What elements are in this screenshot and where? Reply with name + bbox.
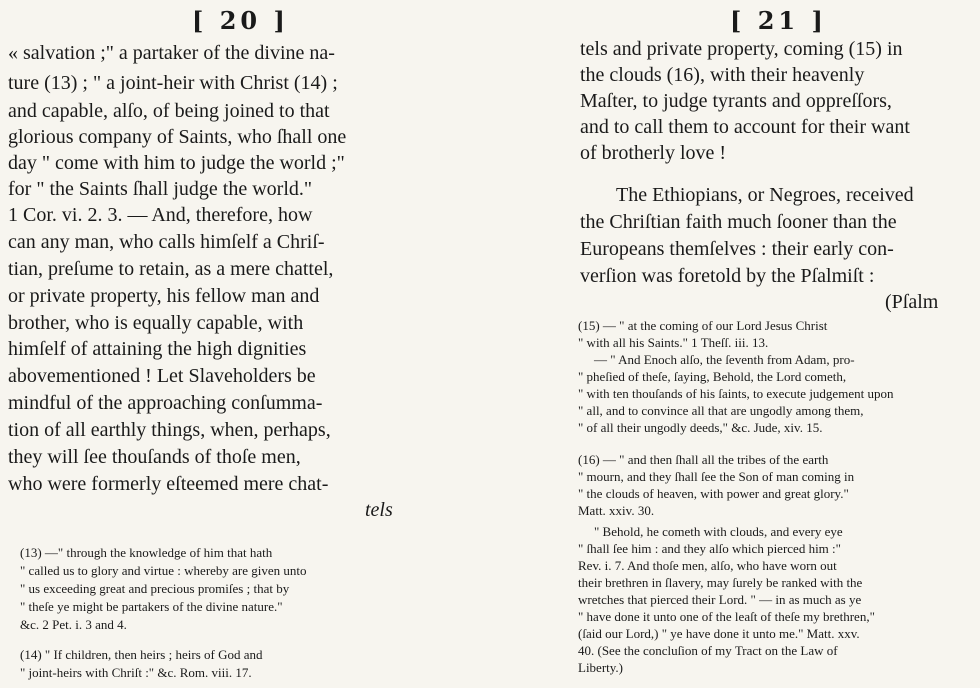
body-line: the Chriſtian faith much ſooner than the bbox=[580, 211, 897, 233]
body-line: The Ethiopians, or Negroes, received bbox=[616, 184, 914, 206]
footnote-line: " the clouds of heaven, with power and great glory." bbox=[578, 486, 849, 501]
body-line: Maſter, to judge tyrants and oppreſſors, bbox=[580, 90, 892, 112]
footnote-line: — " And Enoch alſo, the ſeventh from Adam, pro- bbox=[594, 352, 855, 367]
body-line: and to call them to account for their want bbox=[580, 116, 910, 138]
footnote-line: wretches that pierced their Lord. " — in as much as ye bbox=[578, 592, 862, 607]
footnote-line: 40. (See the concluſion of my Tract on the Law of bbox=[578, 643, 838, 658]
body-line: tels and private property, coming (15) in bbox=[580, 38, 903, 60]
footnote-line: Matt. xxiv. 30. bbox=[578, 503, 655, 518]
footnote-line: " all, and to convince all that are ungodly among them, bbox=[578, 403, 864, 418]
page-number: [ 21 ] bbox=[730, 6, 827, 35]
footnote-line: (15) — " at the coming of our Lord Jesus Christ bbox=[578, 318, 828, 333]
body-line: himſelf of attaining the high dignities bbox=[8, 338, 307, 360]
footnote-line: " with all his Saints." 1 Theſſ. iii. 13. bbox=[578, 335, 769, 350]
body-line: glorious company of Saints, who ſhall one bbox=[8, 126, 347, 148]
footnote-line: " of all their ungodly deeds," &c. Jude, xiv. 15. bbox=[578, 420, 823, 435]
footnote-line: " have done it unto one of the leaſt of theſe my brethren," bbox=[578, 609, 875, 624]
footnote-line: " ſhall ſee him : and they alſo which pierced him :" bbox=[578, 541, 841, 556]
footnote-line: " mourn, and they ſhall ſee the Son of man coming in bbox=[578, 469, 855, 484]
body-line: tion of all earthly things, when, perhaps, bbox=[8, 419, 331, 441]
footnote-line: (13) —" through the knowledge of him that hath bbox=[20, 545, 273, 560]
body-line: tian, preſume to retain, as a mere chattel, bbox=[8, 258, 334, 280]
footnote-line: " with ten thouſands of his ſaints, to execute judgement upon bbox=[578, 386, 894, 401]
footnote-line: " theſe ye might be partakers of the divine nature." bbox=[20, 599, 283, 614]
body-line: or private property, his fellow man and bbox=[8, 285, 320, 307]
body-line: brother, who is equally capable, with bbox=[8, 312, 304, 334]
body-line: can any man, who calls himſelf a Chriſ- bbox=[8, 231, 325, 253]
footnote-line: " pheſied of theſe, ſaying, Behold, the Lord cometh, bbox=[578, 369, 847, 384]
catchword: tels bbox=[365, 499, 393, 521]
right-page bbox=[490, 0, 980, 688]
footnote-line: (16) — " and then ſhall all the tribes of the earth bbox=[578, 452, 829, 467]
body-line: « salvation ;" a partaker of the divine na- bbox=[8, 42, 335, 64]
body-line: mindful of the approaching conſumma- bbox=[8, 392, 323, 414]
body-line: who were formerly eſteemed mere chat- bbox=[8, 473, 329, 495]
footnote-line: &c. 2 Pet. i. 3 and 4. bbox=[20, 617, 127, 632]
body-line: of brotherly love ! bbox=[580, 142, 727, 164]
body-line: Europeans themſelves : their early con- bbox=[580, 238, 894, 260]
body-line: verſion was foretold by the Pſalmiſt : bbox=[580, 265, 875, 287]
footnote-line: " joint-heirs with Chriſt :" &c. Rom. viii. 17. bbox=[20, 665, 252, 680]
footnote-line: their brethren in ſlavery, may ſurely be ranked with the bbox=[578, 575, 863, 590]
body-line: day " come with him to judge the world ;" bbox=[8, 152, 345, 174]
body-line: ture (13) ; " a joint-heir with Christ (14) ; bbox=[8, 72, 338, 94]
footnote-line: (14) " If children, then heirs ; heirs of God and bbox=[20, 647, 263, 662]
footnote-line: " Behold, he cometh with clouds, and every eye bbox=[594, 524, 843, 539]
body-line: (Pſalm bbox=[885, 291, 939, 313]
footnote-line: (ſaid our Lord,) " ye have done it unto me." Matt. xxv. bbox=[578, 626, 860, 641]
body-line: and capable, alſo, of being joined to that bbox=[8, 100, 330, 122]
footnote-line: " called us to glory and virtue : whereby are given unto bbox=[20, 563, 307, 578]
footnote-line: Rev. i. 7. And thoſe men, alſo, who have worn out bbox=[578, 558, 837, 573]
footnote-line: " us exceeding great and precious promiſes ; that by bbox=[20, 581, 290, 596]
body-line: the clouds (16), with their heavenly bbox=[580, 64, 865, 86]
footnote-line: Liberty.) bbox=[578, 660, 623, 675]
body-line: they will ſee thouſands of thoſe men, bbox=[8, 446, 301, 468]
body-line: abovementioned ! Let Slaveholders be bbox=[8, 365, 316, 387]
body-line: 1 Cor. vi. 2. 3. — And, therefore, how bbox=[8, 204, 313, 226]
page-number: [ 20 ] bbox=[192, 6, 289, 35]
body-line: for " the Saints ſhall judge the world." bbox=[8, 178, 313, 200]
